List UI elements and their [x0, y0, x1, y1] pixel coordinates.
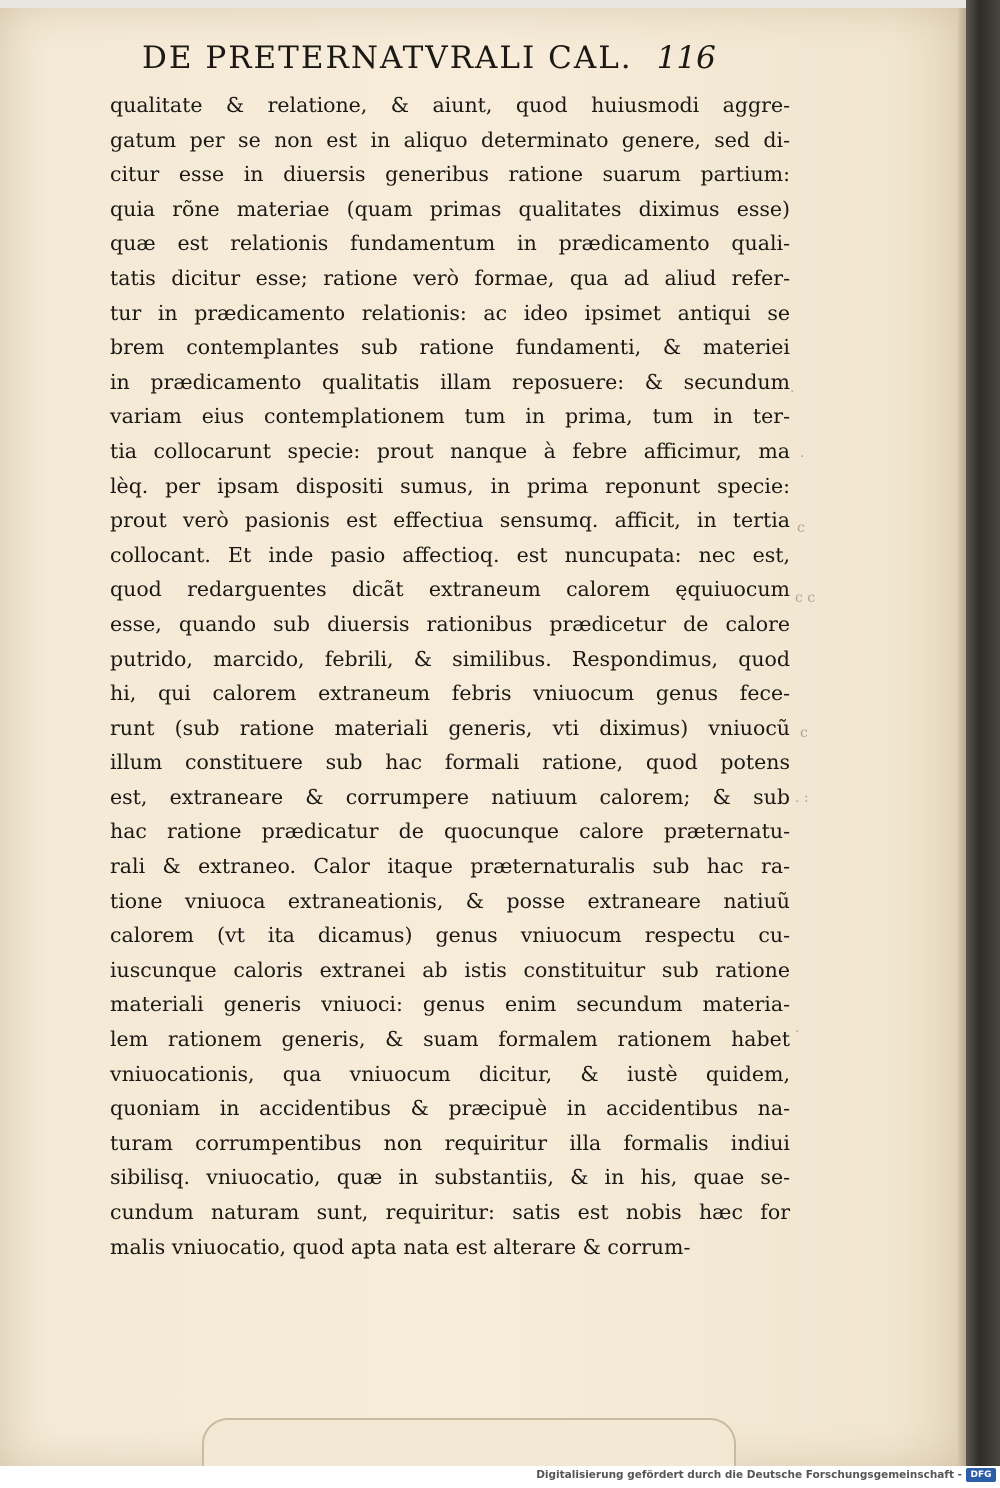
dfg-logo: DFG: [966, 1468, 996, 1482]
scanner-backdrop-right: [966, 0, 1000, 1468]
margin-mark: c: [797, 520, 805, 536]
text-line: esse, quando sub diuersis rationibus prædicetur de calore: [110, 611, 790, 636]
text-line: hi, qui calorem extraneum febris vniuocum genus fece-: [110, 681, 790, 706]
text-line: brem contemplantes sub ratione fundamenti, & materiei: [110, 335, 790, 360]
bottom-paper-tab: [202, 1418, 736, 1468]
text-line: putrido, marcido, febrili, & similibus. Respondimus, quod: [110, 646, 790, 671]
page-number: 116: [656, 40, 716, 76]
text-line: quia rõne materiae (quam primas qualitates diximus esse): [110, 196, 790, 221]
margin-mark: . :: [795, 790, 809, 806]
text-line: illum constituere sub hac formali ratione, quod potens: [110, 750, 790, 775]
text-line: iuscunque caloris extranei ab istis constituitur sub ratione: [110, 957, 790, 982]
page-header: [142, 40, 782, 90]
text-line: cundum naturam sunt, requiritur: satis est nobis hæc for: [110, 1200, 790, 1224]
text-line: tur in prædicamento relationis: ac ideo ipsimet antiqui se: [110, 300, 790, 325]
text-line: runt (sub ratione materiali generis, vti diximus) vniuocũ: [110, 715, 790, 740]
text-line: tione vniuoca extraneationis, & posse extraneare natiuũ: [110, 888, 790, 913]
text-line: calorem (vt ita dicamus) genus vniuocum respectu cu-: [110, 923, 790, 948]
text-line: citur esse in diuersis generibus ratione suarum partium:: [110, 162, 790, 187]
text-line: lèq. per ipsam dispositi sumus, in prima reponunt specie:: [110, 473, 790, 498]
text-line: tatis dicitur esse; ratione verò formae, qua ad aliud refer-: [110, 265, 790, 290]
text-line: collocant. Et inde pasio affectioq. est nuncupata: nec est,: [110, 542, 790, 567]
text-line: quoniam in accidentibus & præcipuè in accidentibus na-: [110, 1096, 790, 1121]
text-line: tia collocarunt specie: prout nanque à febre afficimur, ma: [110, 438, 790, 463]
text-line: lem rationem generis, & suam formalem rationem habet: [110, 1027, 790, 1052]
text-line: malis vniuocatio, quod apta nata est alterare & corrum-: [110, 1234, 691, 1259]
margin-mark: .: [800, 445, 805, 461]
body-text: [110, 88, 790, 1264]
margin-mark: c c: [795, 590, 816, 606]
page-edge: [958, 8, 966, 1466]
text-line: rali & extraneo. Calor itaque præternaturalis sub hac ra-: [110, 854, 790, 879]
text-line: hac ratione prædicatur de quocunque calore præternatu-: [110, 819, 790, 844]
text-line: vniuocationis, qua vniuocum dicitur, & iustè quidem,: [110, 1061, 790, 1086]
margin-mark: c: [800, 725, 808, 741]
text-line: variam eius contemplationem tum in prima, tum in ter-: [110, 404, 790, 429]
text-line: gatum per se non est in aliquo determinato genere, sed di-: [110, 127, 790, 152]
text-line: qualitate & relatione, & aiunt, quod huiusmodi aggre-: [110, 93, 790, 117]
text-line: quæ est relationis fundamentum in prædicamento quali-: [110, 231, 790, 256]
text-line: turam corrumpentibus non requiritur illa formalis indiui: [110, 1130, 790, 1155]
text-line: materiali generis vniuoci: genus enim secundum materia-: [110, 992, 790, 1017]
text-line: in prædicamento qualitatis illam reposuere: & secundum: [110, 369, 790, 394]
text-line: sibilisq. vniuocatio, quæ in substantiis, & in his, quae se-: [110, 1165, 790, 1190]
margin-mark: .: [795, 1020, 800, 1036]
digitization-credit: Digitalisierung gefördert durch die Deutsche Forschungsgemeinschaft -: [536, 1469, 962, 1481]
margin-mark: .: [790, 380, 795, 396]
text-line: prout verò pasionis est effectiua sensumq. afficit, in tertia: [110, 508, 790, 533]
text-line: est, extraneare & corrumpere natiuum calorem; & sub: [110, 784, 790, 809]
running-head: DE PRETERNATVRALI CAL.: [142, 40, 633, 76]
text-line: quod redarguentes dicãt extraneum calorem ęquiuocum: [110, 577, 790, 602]
